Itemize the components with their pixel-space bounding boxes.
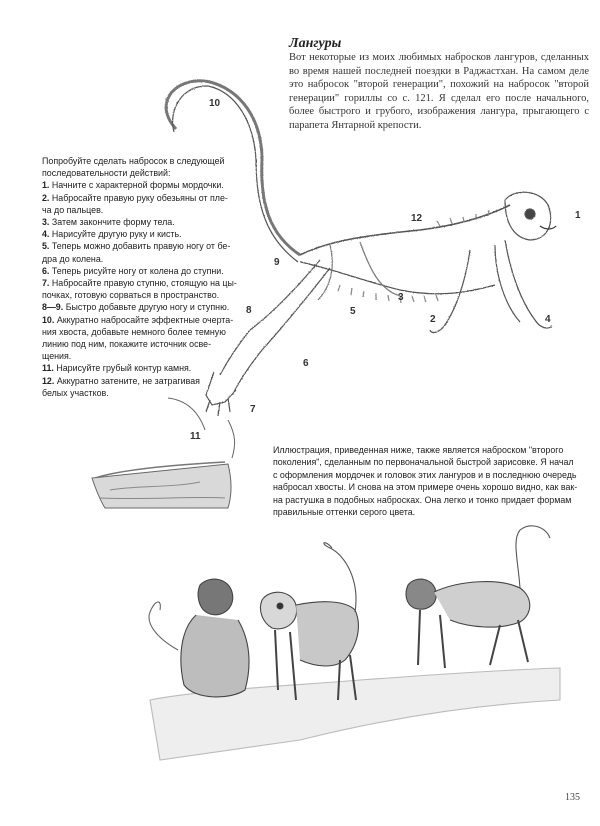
step-line: щения. [42, 351, 72, 362]
figure-label-10: 10 [209, 98, 221, 109]
page-title: Лангуры [289, 36, 342, 51]
illustration-caption [273, 444, 591, 518]
langur-group-sketch [149, 526, 560, 760]
page-number: 135 [565, 792, 580, 803]
figure-label-6: 6 [303, 358, 309, 369]
figure-label-11: 11 [190, 431, 201, 442]
step-line: дра до колена. [42, 253, 104, 264]
step-line: 11. Нарисуйте грубый контур камня. [42, 363, 192, 374]
caption-line: набросал хвосты. И снова на этом примере очень хорошо видно, как вак- [273, 482, 578, 493]
step-line: 6. Теперь рисуйте ногу от колена до ступни. [42, 265, 224, 276]
rock-sketch [92, 398, 235, 508]
caption-line: с оформления мордочек и головок этих лангуров и в последнюю очередь [273, 469, 577, 480]
step-line: 8—9. Быстро добавьте другую ногу и ступню. [42, 302, 230, 313]
figure-label-9: 9 [274, 257, 280, 268]
caption-line: поколения", сделанным по первоначальной быстрой зарисовке. Я начал [273, 457, 574, 468]
step-line: 10. Аккуратно набросайте эффектные очерта- [42, 314, 234, 325]
figure-label-7: 7 [250, 404, 256, 415]
caption-line: на растушка в подобных набросках. Она легко и тонко придает формам [273, 494, 572, 505]
step-line: 2. Набросайте правую руку обезьяны от пле- [42, 192, 228, 203]
figure-label-12: 12 [411, 213, 423, 224]
figure-label-4: 4 [545, 314, 551, 325]
step-line: 1. Начните с характерной формы мордочки. [42, 180, 224, 191]
step-line: Попробуйте сделать набросок в следующей [42, 156, 225, 166]
figure-label-2: 2 [430, 314, 436, 325]
figure-label-8: 8 [246, 305, 252, 316]
step-line: 4. Нарисуйте другую руку и кисть. [42, 229, 182, 240]
caption-line: Иллюстрация, приведенная ниже, также является наброском "второго [273, 445, 564, 455]
step-line: почках, готовую сорваться в пространство. [42, 290, 220, 301]
step-line: ча до пальцев. [42, 204, 104, 215]
step-line: линию под ним, покажите источник осве- [42, 339, 212, 350]
step-line: 3. Затем закончите форму тела. [42, 217, 175, 228]
figure-label-1: 1 [575, 210, 581, 221]
intro-paragraph: Вот некоторые из моих любимых набросков лангуров, сделанных во время нашей последней поездки в Раджастхан. На самом деле это набросок "второй генерации", похожий на набросок "второй генерации" гориллы со с. 121. Я сделал его после начального, более быстрого и грубого, изображения лангура, прыгающего с парапета Янтарной крепости. [289, 52, 589, 131]
caption-line: правильные оттенки серого цвета. [273, 507, 416, 518]
figure-label-3: 3 [398, 292, 404, 303]
step-line: ния хвоста, добавьте немного более темную [42, 326, 226, 337]
figure-label-5: 5 [350, 306, 356, 317]
step-line: 12. Аккуратно затените, не затрагивая [42, 375, 200, 386]
step-line: белых участков. [42, 387, 109, 398]
drawing-steps [42, 155, 252, 399]
step-line: 5. Теперь можно добавить правую ногу от бе- [42, 241, 231, 252]
step-line: 7. Набросайте правую ступню, стоящую на цы- [42, 278, 237, 289]
step-line: последовательности действий: [42, 168, 171, 179]
